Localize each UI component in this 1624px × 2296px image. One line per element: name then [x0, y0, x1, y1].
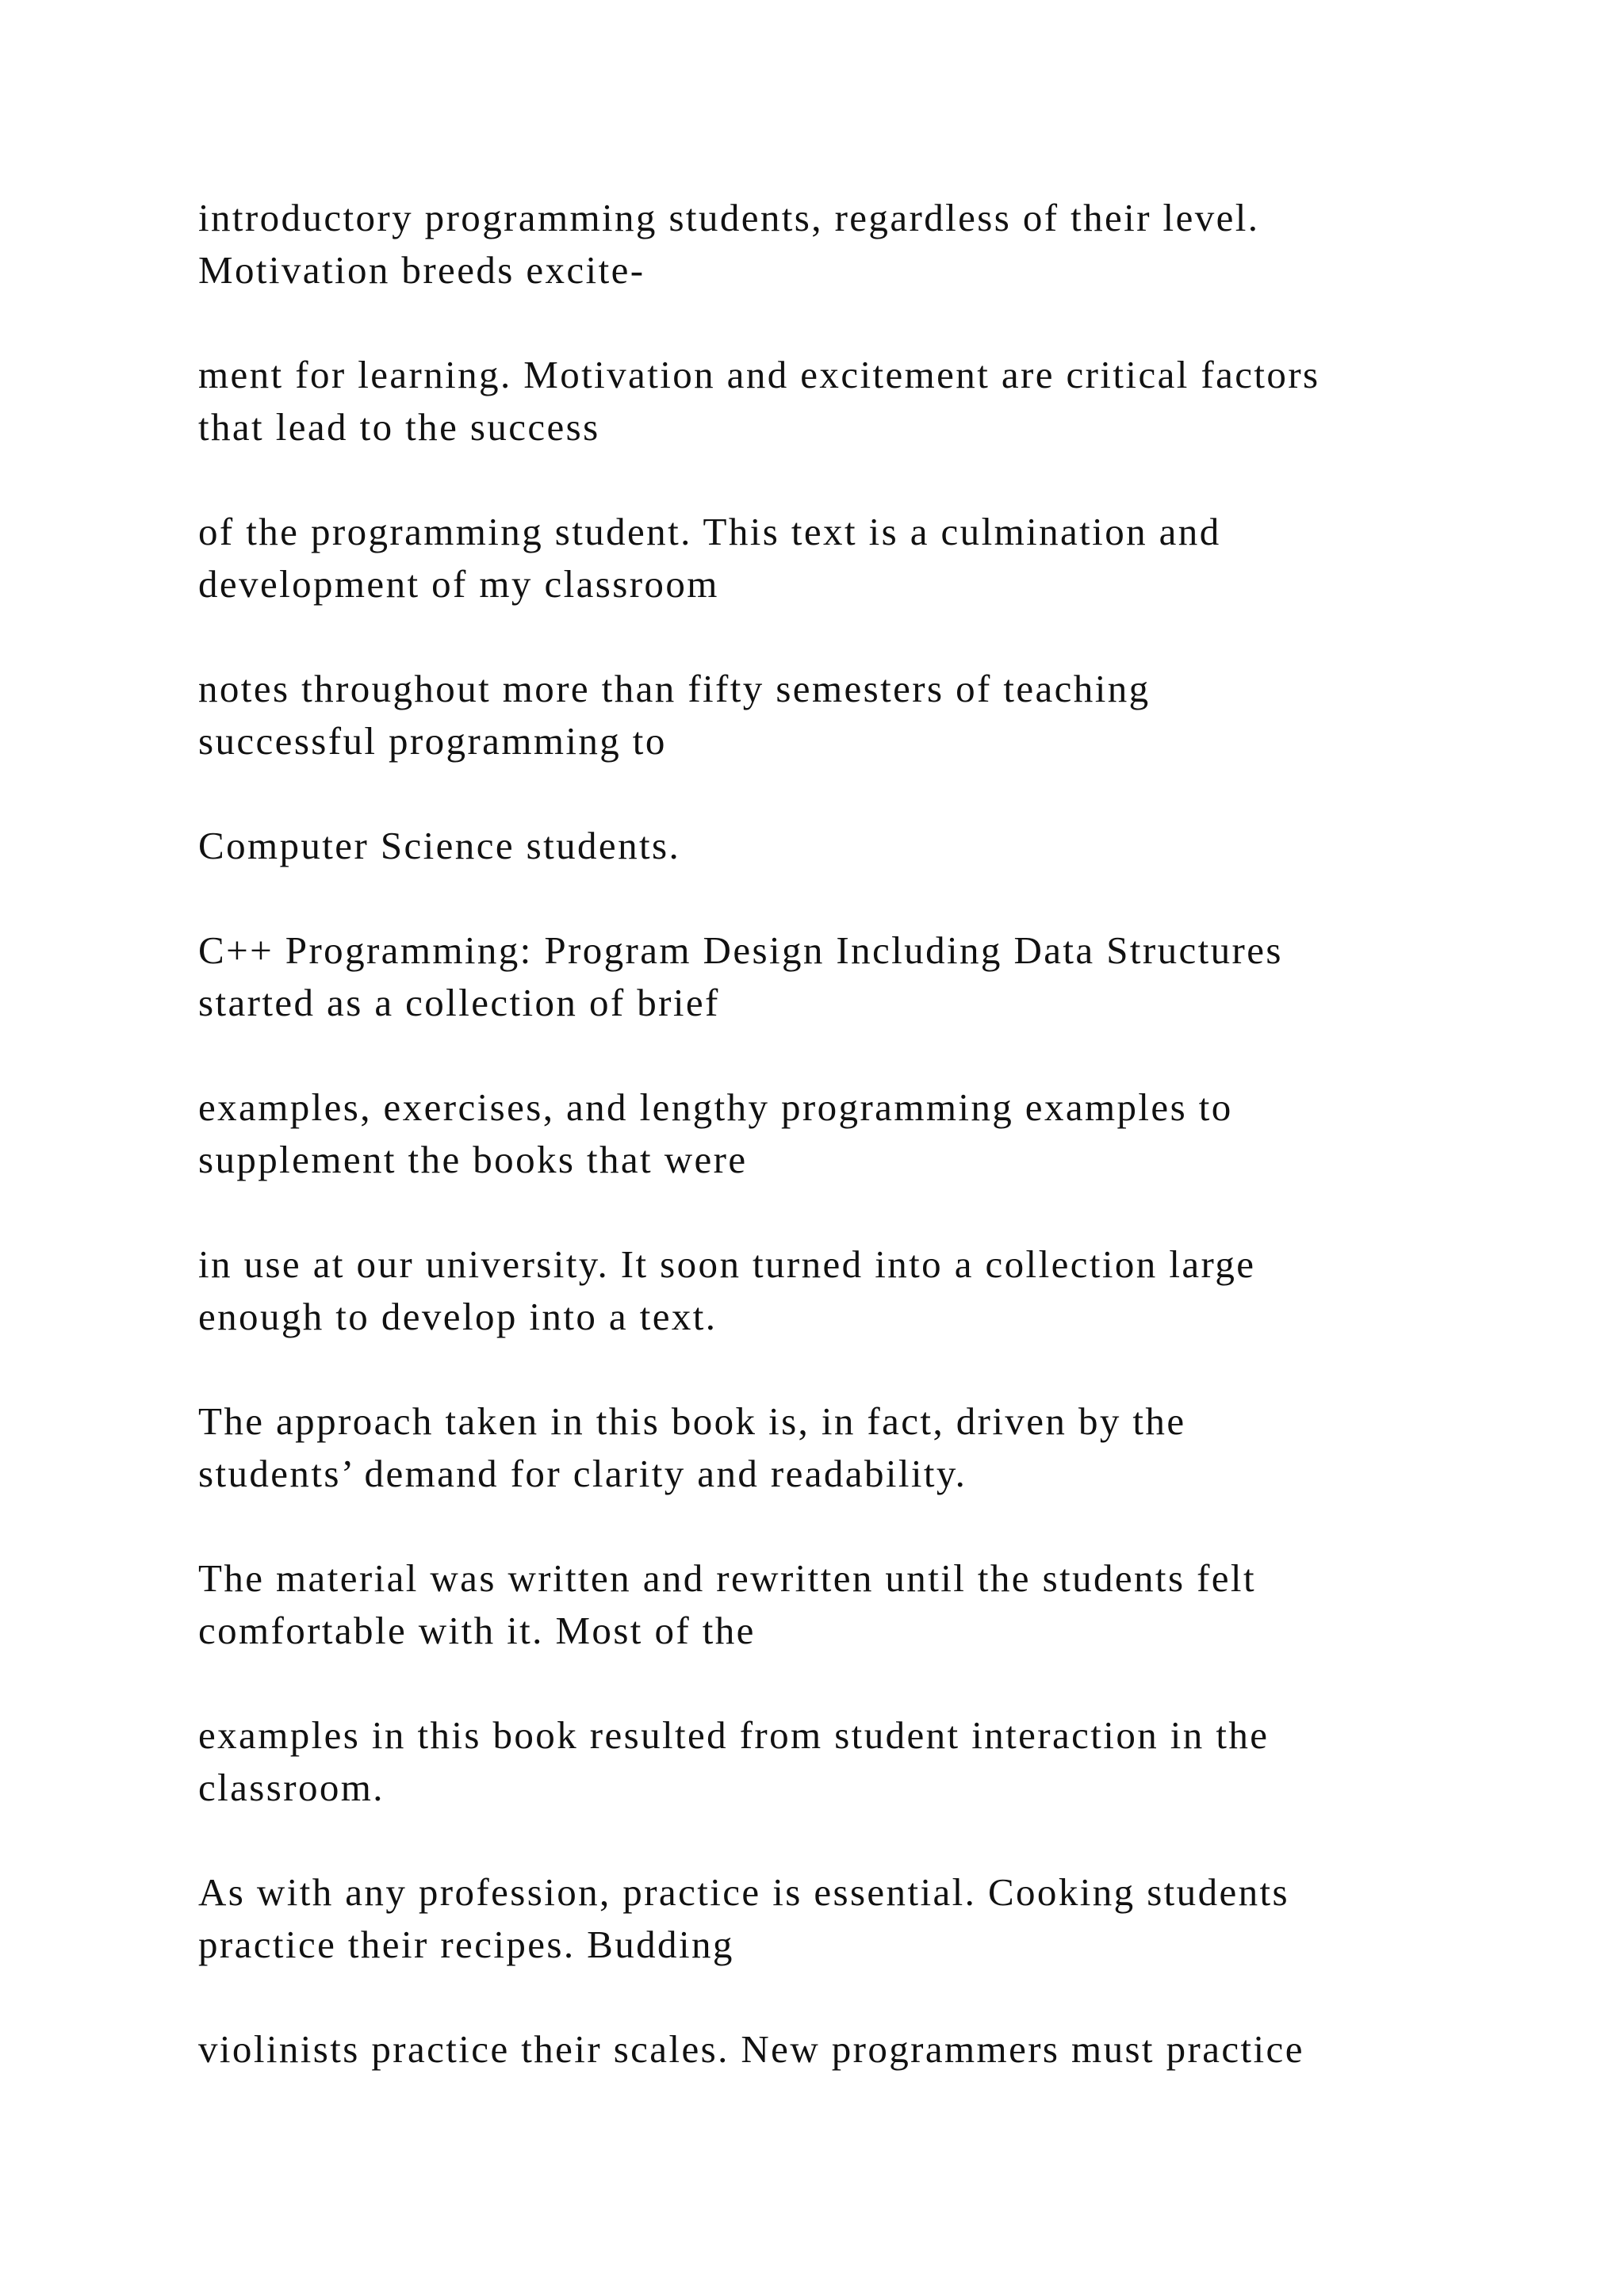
text-line: that lead to the success — [198, 405, 600, 449]
text-line: started as a collection of brief — [198, 981, 720, 1024]
text-line: Computer Science students. — [198, 824, 681, 867]
text-line: of the programming student. This text is a culmination and — [198, 510, 1221, 553]
text-line: successful programming to — [198, 719, 667, 763]
paragraph — [198, 192, 1546, 297]
paragraph — [198, 663, 1546, 767]
text-line: supplement the books that were — [198, 1138, 748, 1181]
text-line: violinists practice their scales. New programmers must practice — [198, 2027, 1304, 2071]
text-line: ment for learning. Motivation and excitement are critical factors — [198, 353, 1320, 396]
text-line: As with any profession, practice is essential. Cooking students — [198, 1870, 1290, 1914]
paragraph — [198, 349, 1546, 453]
text-line: students’ demand for clarity and readability. — [198, 1452, 967, 1495]
text-line: in use at our university. It soon turned into a collection large — [198, 1242, 1256, 1286]
text-line: Motivation breeds excite- — [198, 248, 645, 292]
text-line: classroom. — [198, 1766, 385, 1809]
text-line: practice their recipes. Budding — [198, 1923, 734, 1966]
paragraph — [198, 2023, 1546, 2076]
text-line: examples, exercises, and lengthy programming examples to — [198, 1085, 1233, 1129]
text-line: C++ Programming: Program Design Including Data Structures — [198, 928, 1283, 972]
text-line: examples in this book resulted from student interaction in the — [198, 1713, 1270, 1757]
paragraph — [198, 1552, 1546, 1657]
paragraph — [198, 1709, 1546, 1814]
text-line: The material was written and rewritten until the students felt — [198, 1556, 1256, 1600]
paragraph — [198, 506, 1546, 610]
text-line: development of my classroom — [198, 562, 719, 606]
body-text — [198, 192, 1546, 2128]
text-line: enough to develop into a text. — [198, 1295, 718, 1338]
paragraph — [198, 1395, 1546, 1500]
paragraph — [198, 924, 1546, 1029]
paragraph — [198, 820, 1546, 872]
text-line: The approach taken in this book is, in fact, driven by the — [198, 1399, 1186, 1443]
paragraph — [198, 1081, 1546, 1186]
text-line: comfortable with it. Most of the — [198, 1609, 756, 1652]
paragraph — [198, 1866, 1546, 1971]
paragraph — [198, 1238, 1546, 1343]
text-line: notes throughout more than fifty semesters of teaching — [198, 667, 1151, 710]
text-line: introductory programming students, regardless of their level. — [198, 196, 1260, 239]
